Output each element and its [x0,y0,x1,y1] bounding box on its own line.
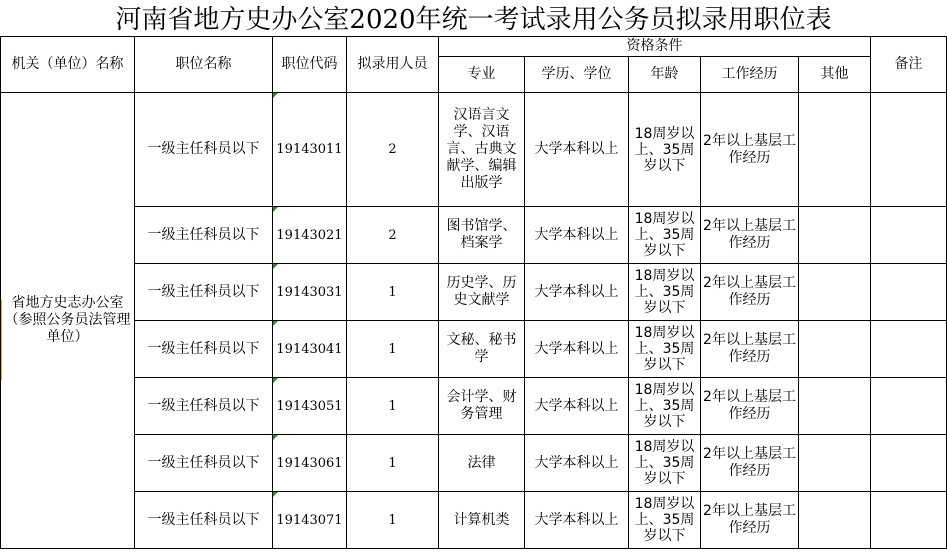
age-cell: 18周岁以上、35周岁以下 [629,321,701,378]
notes-cell [871,378,947,435]
count-cell: 1 [347,321,439,378]
experience-cell: 2年以上基层工作经历 [701,435,799,492]
code-cell: 19143031 [273,264,347,321]
count-cell: 1 [347,435,439,492]
other-cell [799,378,871,435]
education-cell: 大学本科以上 [525,321,629,378]
major-cell: 历史学、历史文献学 [439,264,525,321]
table-row [1,492,947,549]
position-cell: 一级主任科员以下 [135,378,273,435]
position-cell: 一级主任科员以下 [135,492,273,549]
education-cell: 大学本科以上 [525,93,629,207]
other-cell [799,264,871,321]
experience-cell: 2年以上基层工作经历 [701,321,799,378]
header-position: 职位名称 [135,37,273,93]
position-cell: 一级主任科员以下 [135,321,273,378]
education-cell: 大学本科以上 [525,207,629,264]
code-cell: 19143041 [273,321,347,378]
header-experience: 工作经历 [701,57,799,93]
code-cell: 19143071 [273,492,347,549]
notes-cell [871,264,947,321]
experience-cell: 2年以上基层工作经历 [701,492,799,549]
education-cell: 大学本科以上 [525,264,629,321]
notes-cell [871,93,947,207]
notes-cell [871,492,947,549]
age-cell: 18周岁以上、35周岁以下 [629,492,701,549]
header-code: 职位代码 [273,37,347,93]
count-cell: 1 [347,264,439,321]
header-other: 其他 [799,57,871,93]
code-cell: 19143011 [273,93,347,207]
age-cell: 18周岁以上、35周岁以下 [629,264,701,321]
age-cell: 18周岁以上、35周岁以下 [629,93,701,207]
other-cell [799,93,871,207]
code-cell: 19143021 [273,207,347,264]
table-row [1,435,947,492]
position-cell: 一级主任科员以下 [135,207,273,264]
table-row [1,207,947,264]
count-cell: 2 [347,93,439,207]
count-cell: 1 [347,378,439,435]
experience-cell: 2年以上基层工作经历 [701,93,799,207]
table-row [1,321,947,378]
notes-cell [871,207,947,264]
major-cell: 图书馆学、档案学 [439,207,525,264]
education-cell: 大学本科以上 [525,378,629,435]
page-title: 河南省地方史办公室2020年统一考试录用公务员拟录用职位表 [115,5,832,35]
table-row [1,378,947,435]
notes-cell [871,321,947,378]
header-major: 专业 [439,57,525,93]
code-cell: 19143051 [273,378,347,435]
count-cell: 1 [347,492,439,549]
other-cell [799,207,871,264]
header-notes: 备注 [871,37,947,93]
table-row [1,93,947,207]
header-qualifications: 资格条件 [439,37,871,57]
experience-cell: 2年以上基层工作经历 [701,378,799,435]
major-cell: 会计学、财务管理 [439,378,525,435]
position-cell: 一级主任科员以下 [135,264,273,321]
table-row [1,264,947,321]
position-cell: 一级主任科员以下 [135,93,273,207]
education-cell: 大学本科以上 [525,435,629,492]
experience-cell: 2年以上基层工作经历 [701,207,799,264]
age-cell: 18周岁以上、35周岁以下 [629,435,701,492]
age-cell: 18周岁以上、35周岁以下 [629,207,701,264]
code-cell: 19143061 [273,435,347,492]
position-cell: 一级主任科员以下 [135,435,273,492]
header-age: 年龄 [629,57,701,93]
education-cell: 大学本科以上 [525,492,629,549]
header-agency: 机关（单位）名称 [1,37,135,93]
major-cell: 法律 [439,435,525,492]
experience-cell: 2年以上基层工作经历 [701,264,799,321]
major-cell: 计算机类 [439,492,525,549]
agency-name: 省地方史志办公室（参照公务员法管理单位） [1,93,135,549]
other-cell [799,321,871,378]
notes-cell [871,435,947,492]
age-cell: 18周岁以上、35周岁以下 [629,378,701,435]
major-cell: 汉语言文学、汉语言、古典文献学、编辑出版学 [439,93,525,207]
header-education: 学历、学位 [525,57,629,93]
count-cell: 2 [347,207,439,264]
other-cell [799,492,871,549]
major-cell: 文秘、秘书学 [439,321,525,378]
positions-table [0,36,947,549]
other-cell [799,435,871,492]
header-count: 拟录用人员 [347,37,439,93]
